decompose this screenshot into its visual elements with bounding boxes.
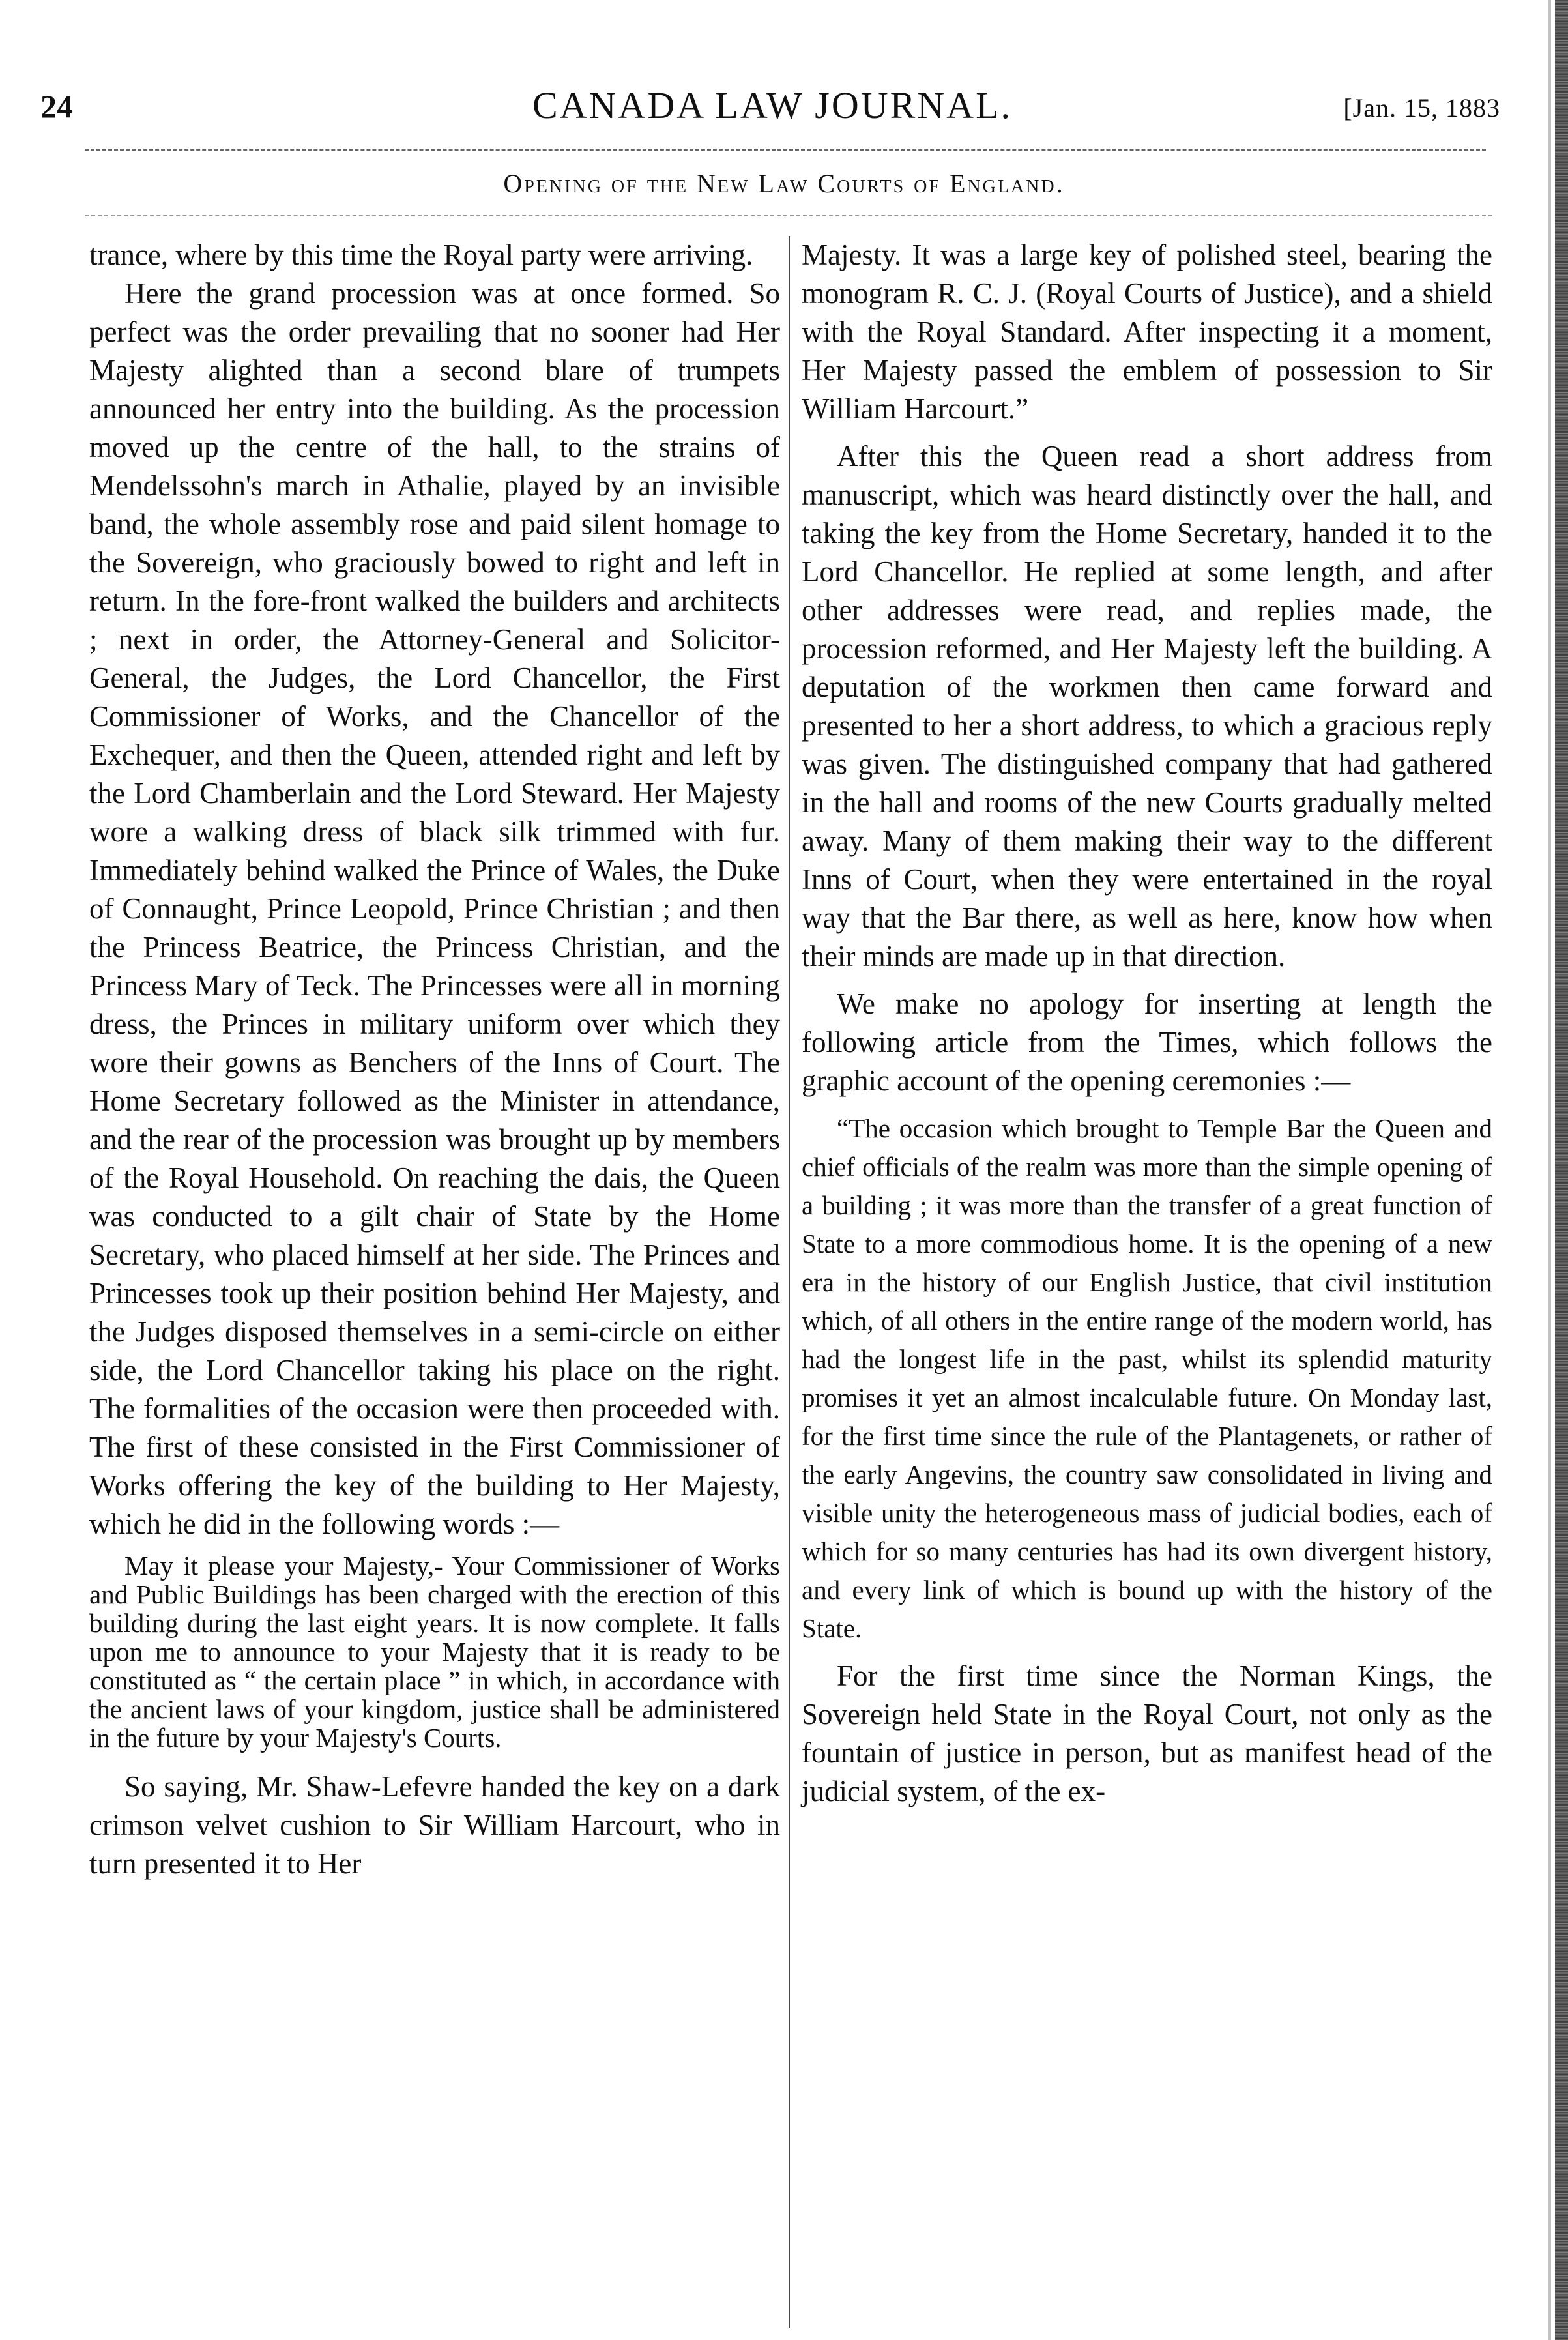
running-head [40,78,1504,137]
scan-edge [1555,0,1568,2340]
paragraph: For the first time since the Norman Kings, the Sovereign held State in the Royal Court, not only as the fountain of justice in person, but as manifest head of the judicial system, of the ex- [802,1660,1492,1807]
paragraph: After this the Queen read a short address from manuscript, which was heard distinctly over the hall, and taking the key from the Home Secretary, handed it to the Lord Chancellor. He replied at some length, and after other addresses were read, and replies made, the procession reformed, and Her Majesty left the building. A deputation of the workmen then came forward and presented to her a short address, to which a gracious reply was given. The distinguished company that had gathered in the hall and rooms of the new Courts gradually melted away. Many of them making their way to the different Inns of Court, when they were entertained in the royal way that the Bar there, as well as here, know how when their minds are made up in that direction. [802,440,1492,973]
block-quote: May it please your Majesty,- Your Commissioner of Works and Public Buildings has been charged with the erection of this building during the last eight years. It is now complete. It falls upon me to announce to your Majesty that it is ready to be constituted as “ the certain place ” in which, in accordance with the ancient laws of your kingdom, justice shall be administered in the future by your Majesty's Courts. [89,1551,780,1753]
page-number: 24 [40,88,73,124]
paragraph: trance, where by this time the Royal party were arriving. [89,239,753,271]
section-title: Opening of the New Law Courts of England. [503,169,1065,198]
journal-title: CANADA LAW JOURNAL. [532,84,1012,126]
scan-edge-line [1548,0,1551,2340]
column-left [89,236,780,2322]
section-rule [85,215,1492,216]
paragraph: So saying, Mr. Shaw-Lefevre handed the key on a dark crimson velvet cushion to Sir William Harcourt, who in turn presented it to Her [89,1770,780,1880]
column-right [802,236,1492,2322]
paragraph: Majesty. It was a large key of polished steel, bearing the monogram R. C. J. (Royal Courts of Justice), and a shield with the Royal Standard. After inspecting it a moment, Her Majesty passed the emblem of possession to Sir William Harcourt.” [802,239,1492,425]
block-quote: “The occasion which brought to Temple Bar the Queen and chief officials of the realm was more than the simple opening of a building ; it was more than the transfer of a great function of State to a more commodious home. It is the opening of a new era in the history of our English Justice, that civil institution which, of all others in the entire range of the modern world, has had the longest life in the past, whilst its splendid maturity promises it yet an almost incalculable future. On Monday last, for the first time since the rule of the Plantagenets, or rather of the early Angevins, the country saw consolidated in living and visible unity the heterogeneous mass of judicial bodies, each of which for so many centuries has had its own divergent history, and every link of which is bound up with the history of the State. [802,1113,1492,1643]
header-rule [85,149,1486,151]
issue-date: [Jan. 15, 1883 [1343,93,1500,123]
paragraph: We make no apology for inserting at length the following article from the Times, which follows the graphic account of the opening ceremonies :— [802,987,1492,1097]
paragraph: Here the grand procession was at once formed. So perfect was the order prevailing that no sooner had Her Majesty alighted than a second blare of trumpets announced her entry into the building. As the procession moved up the centre of the hall, to the strains of Mendelssohn's march in Athalie, played by an invisible band, the whole assembly rose and paid silent homage to the Sovereign, who graciously bowed to right and left in return. In the fore-front walked the builders and architects ; next in order, the Attorney-General and Solicitor-General, the Judges, the Lord Chancellor, the First Commissioner of Works, and the Chancellor of the Exchequer, and then the Queen, attended right and left by the Lord Chamberlain and the Lord Steward. Her Majesty wore a walking dress of black silk trimmed with fur. Immediately behind walked the Prince of Wales, the Duke of Connaught, Prince Leopold, Prince Christian ; and then the Princess Beatrice, the Princess Christian, and the Princess Mary of Teck. The Princesses were all in morning dress, the Princes in military uniform over which they wore their gowns as Benchers of the Inns of Court. The Home Secretary followed as the Minister in attendance, and the rear of the procession was brought up by members of the Royal Household. On reaching the dais, the Queen was conducted to a gilt chair of State by the Home Secretary, who placed himself at her side. The Princes and Princesses took up their position behind Her Majesty, and the Judges disposed themselves in a semi-circle on either side, the Lord Chancellor taking his place on the right. The formalities of the occasion were then proceeded with. The first of these consisted in the First Commissioner of Works offering the key of the building to Her Majesty, which he did in the following words :— [89,277,780,1540]
column-divider [789,236,790,2328]
